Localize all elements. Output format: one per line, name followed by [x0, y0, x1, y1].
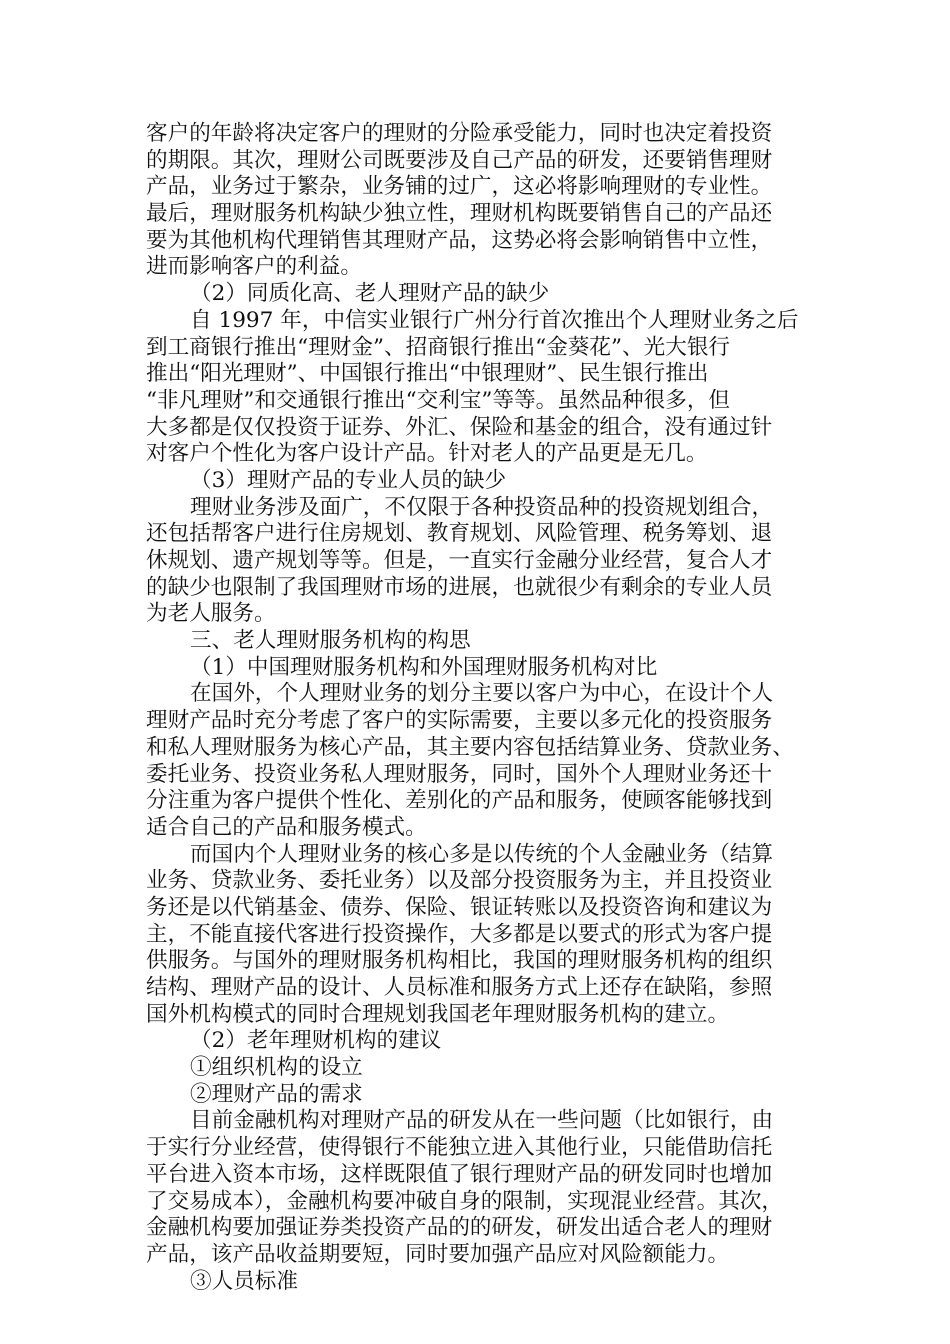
text-line: 休规划、遗产规划等等。但是，一直实行金融分业经营，复合人才: [146, 548, 773, 573]
paragraph-heading-2: [146, 281, 806, 308]
text-line: 客户的年龄将决定客户的理财的分险承受能力，同时也决定着投资: [146, 121, 773, 146]
text-line: 要为其他机构代理销售其理财产品，这势必将会影响销售中立性，: [146, 227, 773, 253]
paragraph-demand: [146, 1108, 806, 1268]
text-line: “非凡理财”和交通银行推出“交利宝”等等。虽然品种很多，但: [146, 387, 731, 413]
text-line: 最后，理财服务机构缺少独立性，理财机构既要销售自己的产品还: [146, 201, 773, 227]
text-line: （2）同质化高、老人理财产品的缺少: [190, 281, 550, 307]
paragraph-risk-cont: [146, 121, 806, 281]
text-line: ①组织机构的设立: [190, 1055, 363, 1081]
text-line: 对客户个性化为客户设计产品。针对老人的产品更是无几。: [146, 441, 708, 467]
paragraph-foreign: [146, 681, 806, 841]
text-line: 平台进入资本市场，这样既限值了银行理财产品的研发同时也增加: [146, 1161, 773, 1187]
text-line: 了交易成本），金融机构要冲破自身的限制，实现混业经营。其次，: [146, 1188, 784, 1214]
paragraph-heading-3-1: [146, 655, 806, 682]
text-line: 三、老人理财服务机构的构思: [190, 628, 471, 654]
text-line: 到工商银行推出“理财金”、招商银行推出“金葵花”、光大银行: [146, 334, 731, 360]
text-line: 推出“阳光理财”、中国银行推出“中银理财”、民生银行推出: [146, 361, 709, 387]
text-line: 在国外，个人理财业务的划分主要以客户为中心，在设计个人: [190, 681, 774, 707]
paragraph-section-3: [146, 628, 806, 655]
text-line: 理财业务涉及面广，不仅限于各种投资品种的投资规划组合，: [190, 494, 774, 520]
text-line: 和私人理财服务为核心产品，其主要内容包括结算业务、贷款业务、: [146, 734, 794, 760]
text-line: 产品，业务过于繁杂，业务铺的过广，这必将影响理财的专业性。: [146, 174, 773, 200]
paragraph-item-3: [146, 1269, 806, 1296]
paragraph-item-2: [146, 1082, 806, 1109]
text-line: 结构、理财产品的设计、人员标准和服务方式上还存在缺陷，参照: [146, 975, 773, 1000]
text-line: 的期限。其次，理财公司既要涉及自己产品的研发，还要销售理财: [146, 147, 773, 173]
text-line: 而国内个人理财业务的核心多是以传统的个人金融业务（结算: [190, 841, 774, 867]
text-line: 委托业务、投资业务私人理财服务，同时，国外个人理财业务还十: [146, 761, 773, 787]
text-line: 国外机构模式的同时合理规划我国老年理财服务机构的建立。: [146, 1001, 730, 1027]
paragraph-products: [146, 308, 806, 468]
text-line: 于实行分业经营，使得银行不能独立进入其他行业，只能借助信托: [146, 1135, 773, 1161]
text-line: 金融机构要加强证券类投资产品的的研发，研发出适合老人的理财: [146, 1215, 773, 1241]
paragraph-heading-3-2: [146, 1028, 806, 1055]
text-line: ②理财产品的需求: [190, 1081, 363, 1107]
document-page: [146, 121, 806, 1295]
text-line: 供服务。与国外的理财服务机构相比，我国的理财服务机构的组织: [146, 948, 773, 974]
text-line: 理财产品时充分考虑了客户的实际需要，主要以多元化的投资服务: [146, 708, 773, 734]
text-line: （3）理财产品的专业人员的缺少: [190, 467, 507, 493]
text-line: 适合自己的产品和服务模式。: [146, 814, 427, 840]
paragraph-item-1: [146, 1055, 806, 1082]
text-line: 分注重为客户提供个性化、差别化的产品和服务，使顾客能够找到: [146, 788, 773, 814]
text-line: （2）老年理财机构的建议: [190, 1028, 442, 1054]
text-line: （1）中国理财服务机构和外国理财服务机构对比: [190, 654, 658, 680]
paragraph-heading-3: [146, 468, 806, 495]
text-line: 大多都是仅仅投资于证券、外汇、保险和基金的组合，没有通过针: [146, 414, 773, 440]
text-line: 务还是以代销基金、债券、保险、银证转账以及投资咨询和建议为: [146, 894, 773, 920]
paragraph-staff: [146, 495, 806, 628]
text-line: 还包括帮客户进行住房规划、教育规划、风险管理、税务筹划、退: [146, 521, 773, 547]
text-line: 目前金融机构对理财产品的研发从在一些问题（比如银行，由: [190, 1108, 774, 1134]
text-line: 进而影响客户的利益。: [146, 254, 362, 280]
text-line: 业务、贷款业务、委托业务）以及部分投资服务为主，并且投资业: [146, 868, 773, 894]
text-line: 自 1997 年，中信实业银行广州分行首次推出个人理财业务之后: [190, 307, 799, 333]
text-line: 主，不能直接代客进行投资操作，大多都是以要式的形式为客户提: [146, 921, 773, 947]
paragraph-domestic: [146, 842, 806, 1029]
text-line: ③人员标准: [190, 1268, 298, 1294]
text-line: 产品，该产品收益期要短，同时要加强产品应对风险额能力。: [146, 1241, 730, 1267]
text-line: 为老人服务。: [146, 601, 276, 627]
text-line: 的缺少也限制了我国理财市场的进展，也就很少有剩余的专业人员: [146, 574, 773, 600]
